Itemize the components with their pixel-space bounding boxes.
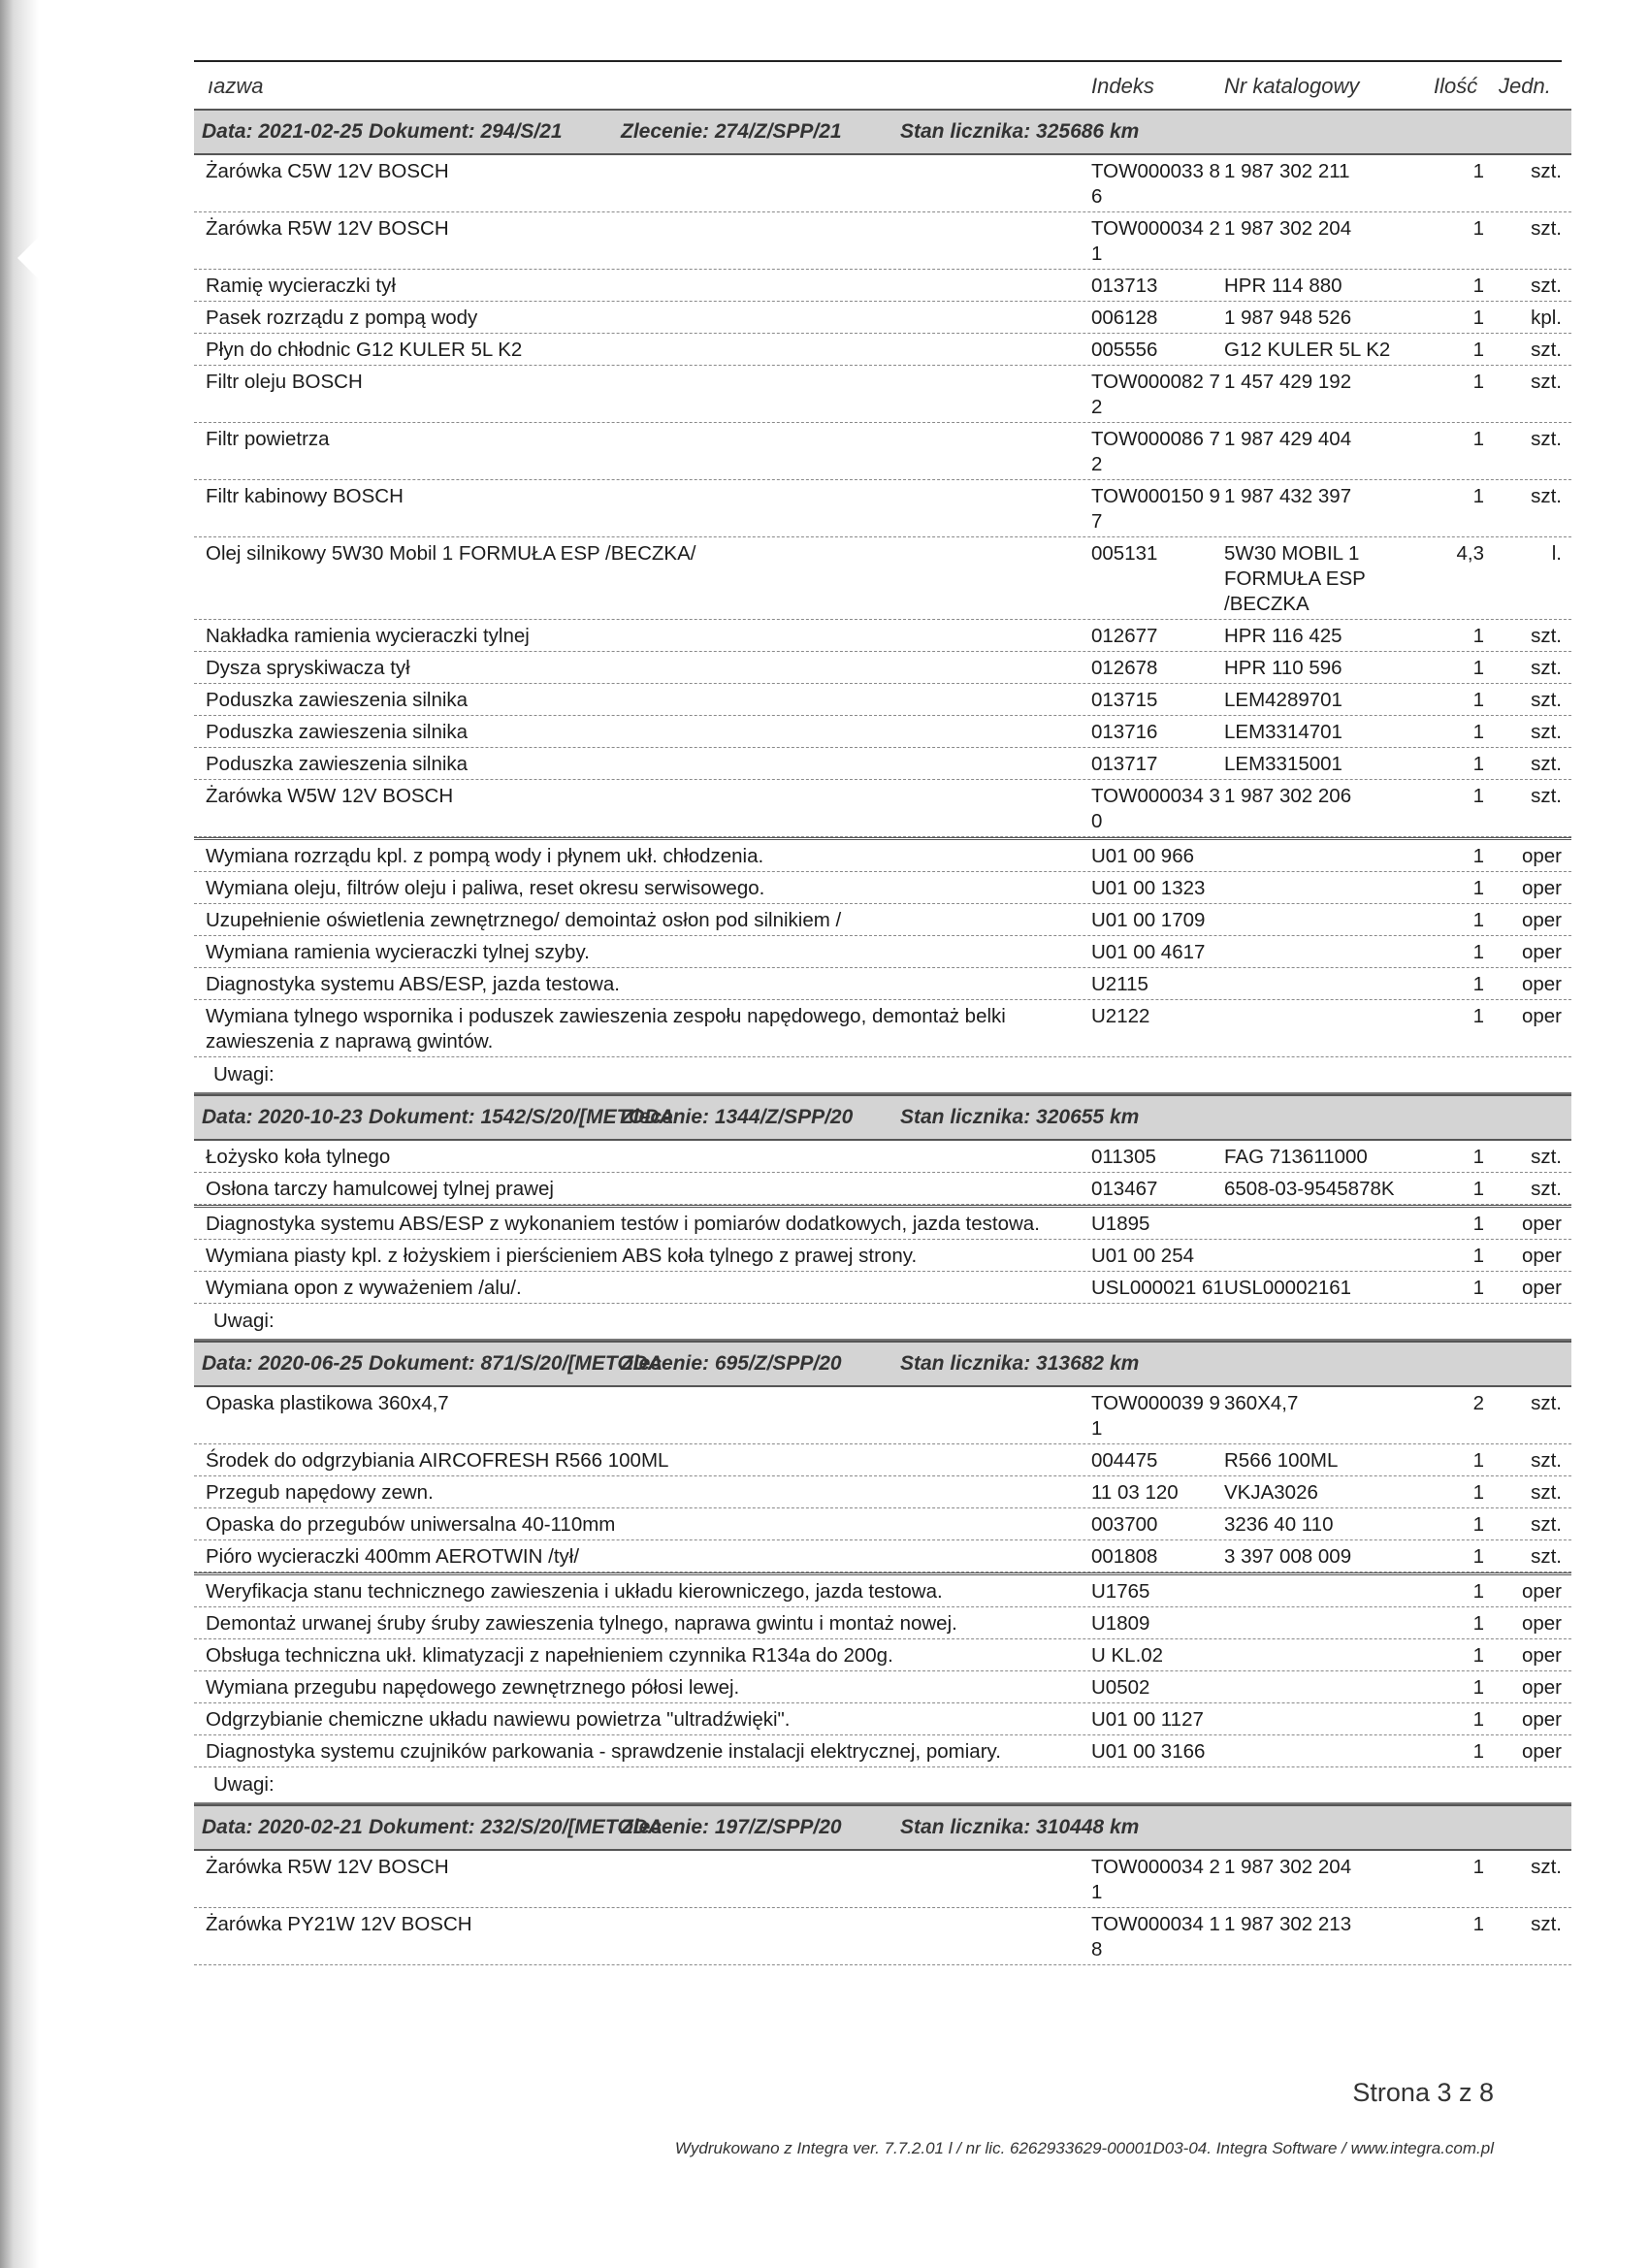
row-unit: szt. — [1531, 625, 1562, 647]
row-name: Żarówka R5W 12V BOSCH — [206, 217, 449, 240]
row-name: Pióro wycieraczki 400mm AEROTWIN /tył/ — [206, 1545, 580, 1568]
part-row — [194, 270, 1571, 302]
row-catalog: 1 987 948 526 — [1224, 307, 1352, 329]
row-catalog: 1 987 429 404 — [1224, 428, 1352, 450]
row-indeks: TOW000034 21 — [1091, 1856, 1220, 1903]
scan-shadow — [0, 0, 39, 2268]
document-header — [194, 1804, 1571, 1851]
row-name: Wymiana przegubu napędowego zewnętrznego półosi lewej. — [206, 1676, 740, 1699]
row-name: Żarówka W5W 12V BOSCH — [206, 785, 454, 807]
row-quantity: 1 — [1472, 1612, 1484, 1635]
row-quantity: 1 — [1472, 428, 1484, 450]
part-row — [194, 716, 1571, 748]
row-quantity: 1 — [1472, 625, 1484, 647]
row-catalog: 3236 40 110 — [1224, 1513, 1334, 1536]
row-unit: oper — [1521, 909, 1562, 931]
row-quantity: 1 — [1472, 307, 1484, 329]
row-unit: szt. — [1531, 1545, 1562, 1568]
row-indeks: TOW000034 30 — [1091, 785, 1220, 832]
row-name: Diagnostyka systemu ABS/ESP z wykonaniem testów i pomiarów dodatkowych, jazda testowa. — [206, 1213, 1040, 1235]
row-catalog: LEM4289701 — [1224, 689, 1342, 711]
row-name: Uzupełnienie oświetlenia zewnętrznego/ demointaż osłon pod silnikiem / — [206, 909, 842, 931]
row-quantity: 1 — [1472, 1005, 1484, 1027]
row-unit: szt. — [1531, 1913, 1562, 1935]
row-indeks: TOW000034 18 — [1091, 1913, 1220, 1960]
part-row — [194, 1908, 1571, 1965]
row-unit: szt. — [1531, 657, 1562, 679]
row-indeks: 001808 — [1091, 1545, 1158, 1568]
row-unit: szt. — [1531, 428, 1562, 450]
document-page — [194, 0, 1571, 2268]
row-quantity: 1 — [1472, 1580, 1484, 1603]
part-row — [194, 366, 1571, 423]
row-catalog: G12 KULER 5L K2 — [1224, 339, 1391, 361]
part-row — [194, 334, 1571, 366]
row-unit: oper — [1521, 1612, 1562, 1635]
row-indeks: 012678 — [1091, 657, 1158, 679]
row-catalog: 1 987 302 211 — [1224, 160, 1350, 182]
row-unit: szt. — [1531, 1856, 1562, 1878]
top-rule — [194, 60, 1562, 62]
row-indeks: 013717 — [1091, 753, 1158, 775]
row-indeks: U1765 — [1091, 1580, 1150, 1603]
row-catalog: 1 987 302 206 — [1224, 785, 1352, 807]
row-name: Wymiana tylnego wspornika i poduszek zawieszenia zespołu napędowego, demontaż belki zawieszenia z naprawą gwintów. — [206, 1005, 1006, 1053]
row-name: Filtr oleju BOSCH — [206, 371, 363, 393]
row-quantity: 1 — [1472, 339, 1484, 361]
document-section — [194, 1094, 1571, 1341]
row-unit: oper — [1521, 845, 1562, 867]
row-indeks: U01 00 3166 — [1091, 1740, 1206, 1763]
operation-row — [194, 1639, 1571, 1671]
row-quantity: 1 — [1472, 217, 1484, 240]
row-indeks: 004475 — [1091, 1449, 1158, 1472]
row-unit: oper — [1521, 1708, 1562, 1731]
row-name: Weryfikacja stanu technicznego zawieszenia i układu kierowniczego, jazda testowa. — [206, 1580, 943, 1603]
row-unit: szt. — [1531, 1513, 1562, 1536]
row-catalog: R566 100ML — [1224, 1449, 1339, 1472]
row-catalog: HPR 116 425 — [1224, 625, 1342, 647]
operation-row — [194, 1572, 1571, 1607]
row-unit: szt. — [1531, 1146, 1562, 1168]
row-indeks: U0502 — [1091, 1676, 1150, 1699]
row-unit: oper — [1521, 1740, 1562, 1763]
document-header — [194, 1094, 1571, 1141]
row-catalog: 1 987 302 213 — [1224, 1913, 1352, 1935]
operation-row — [194, 1703, 1571, 1735]
row-name: Łożysko koła tylnego — [206, 1146, 391, 1168]
row-unit: oper — [1521, 1277, 1562, 1299]
doc-odometer: Stan licznika: 310448 km — [900, 1816, 1140, 1838]
row-name: Środek do odgrzybiania AIRCOFRESH R566 100ML — [206, 1449, 669, 1472]
row-unit: oper — [1521, 1644, 1562, 1667]
row-quantity: 1 — [1472, 909, 1484, 931]
row-quantity: 1 — [1472, 785, 1484, 807]
row-name: Żarówka C5W 12V BOSCH — [206, 160, 449, 182]
doc-number: Dokument: 1542/S/20/[METODA — [369, 1106, 674, 1128]
col-nr-katalogowy: Nr katalogowy — [1224, 74, 1360, 98]
row-catalog: 1 457 429 192 — [1224, 371, 1352, 393]
document-header — [194, 109, 1571, 155]
doc-date: Data: 2021-02-25 — [202, 120, 363, 143]
row-quantity: 1 — [1472, 160, 1484, 182]
document-section — [194, 109, 1571, 1094]
row-quantity: 1 — [1472, 1708, 1484, 1731]
row-indeks: U1809 — [1091, 1612, 1150, 1635]
row-indeks: 005131 — [1091, 542, 1158, 565]
operation-row — [194, 1607, 1571, 1639]
row-catalog: VKJA3026 — [1224, 1481, 1318, 1504]
row-name: Przegub napędowy zewn. — [206, 1481, 434, 1504]
row-name: Pasek rozrządu z pompą wody — [206, 307, 478, 329]
row-name: Odgrzybianie chemiczne układu nawiewu powietrza "ultradźwięki". — [206, 1708, 791, 1731]
doc-number: Dokument: 871/S/20/[METODA — [369, 1352, 663, 1375]
document-section — [194, 1804, 1571, 1965]
row-catalog: 1 987 302 204 — [1224, 1856, 1352, 1878]
col-ilosc: Ilość — [1434, 74, 1478, 98]
row-name: Filtr powietrza — [206, 428, 330, 450]
part-row — [194, 1851, 1571, 1908]
row-unit: szt. — [1531, 160, 1562, 182]
row-name: Wymiana opon z wyważeniem /alu/. — [206, 1277, 522, 1299]
row-quantity: 1 — [1472, 1676, 1484, 1699]
part-row — [194, 684, 1571, 716]
row-catalog: 3 397 008 009 — [1224, 1545, 1352, 1568]
row-name: Opaska do przegubów uniwersalna 40-110mm — [206, 1513, 616, 1536]
operation-row — [194, 968, 1571, 1000]
doc-odometer: Stan licznika: 320655 km — [900, 1106, 1140, 1128]
row-indeks: 012677 — [1091, 625, 1158, 647]
row-quantity: 1 — [1472, 1213, 1484, 1235]
row-indeks: 013713 — [1091, 275, 1158, 297]
part-row — [194, 1476, 1571, 1508]
row-catalog: HPR 110 596 — [1224, 657, 1342, 679]
row-unit: oper — [1521, 973, 1562, 995]
row-quantity: 1 — [1472, 371, 1484, 393]
row-catalog: HPR 114 880 — [1224, 275, 1342, 297]
row-indeks: U01 00 1709 — [1091, 909, 1206, 931]
row-quantity: 1 — [1472, 689, 1484, 711]
document-header — [194, 1341, 1571, 1387]
row-name: Żarówka PY21W 12V BOSCH — [206, 1913, 472, 1935]
document-section — [194, 1341, 1571, 1804]
row-quantity: 1 — [1472, 485, 1484, 507]
row-quantity: 1 — [1472, 1146, 1484, 1168]
doc-odometer: Stan licznika: 325686 km — [900, 120, 1140, 143]
row-unit: szt. — [1531, 721, 1562, 743]
row-unit: kpl. — [1531, 307, 1562, 329]
row-name: Demontaż urwanej śruby śruby zawieszenia tylnego, naprawa gwintu i montaż nowej. — [206, 1612, 957, 1635]
row-name: Obsługa techniczna ukł. klimatyzacji z napełnieniem czynnika R134a do 200g. — [206, 1644, 893, 1667]
row-catalog: USL00002161 — [1224, 1277, 1352, 1299]
operation-row — [194, 1735, 1571, 1767]
row-unit: szt. — [1531, 1178, 1562, 1200]
part-row — [194, 780, 1571, 837]
doc-number: Dokument: 294/S/21 — [369, 120, 563, 143]
operation-row — [194, 1205, 1571, 1240]
row-indeks: 013716 — [1091, 721, 1158, 743]
row-unit: szt. — [1531, 485, 1562, 507]
part-row — [194, 1173, 1571, 1205]
part-row — [194, 1444, 1571, 1476]
row-unit: oper — [1521, 1580, 1562, 1603]
row-unit: szt. — [1531, 689, 1562, 711]
part-row — [194, 1508, 1571, 1540]
row-unit: oper — [1521, 941, 1562, 963]
row-quantity: 1 — [1472, 877, 1484, 899]
row-quantity: 1 — [1472, 1513, 1484, 1536]
row-indeks: U01 00 254 — [1091, 1245, 1195, 1267]
part-row — [194, 1387, 1571, 1444]
row-quantity: 1 — [1472, 657, 1484, 679]
row-indeks: 013467 — [1091, 1178, 1158, 1200]
row-quantity: 1 — [1472, 941, 1484, 963]
row-indeks: 11 03 120 — [1091, 1481, 1179, 1504]
row-indeks: TOW000033 86 — [1091, 160, 1220, 208]
row-unit: szt. — [1531, 275, 1562, 297]
doc-odometer: Stan licznika: 313682 km — [900, 1352, 1140, 1375]
row-catalog: 5W30 MOBIL 1 FORMUŁA ESP /BECZKA — [1224, 542, 1366, 615]
row-name: Poduszka zawieszenia silnika — [206, 689, 469, 711]
row-unit: szt. — [1531, 217, 1562, 240]
row-indeks: U01 00 966 — [1091, 845, 1195, 867]
row-catalog: 6508-03-9545878K — [1224, 1178, 1395, 1200]
row-name: Olej silnikowy 5W30 Mobil 1 FORMUŁA ESP /BECZKA/ — [206, 542, 696, 565]
row-unit: oper — [1521, 1245, 1562, 1267]
operation-row — [194, 936, 1571, 968]
documents-list — [194, 109, 1571, 1965]
row-quantity: 1 — [1472, 1245, 1484, 1267]
row-name: Wymiana oleju, filtrów oleju i paliwa, reset okresu serwisowego. — [206, 877, 765, 899]
row-quantity: 1 — [1472, 973, 1484, 995]
row-name: Diagnostyka systemu czujników parkowania - sprawdzenie instalacji elektrycznej, pomiary. — [206, 1740, 1001, 1763]
row-quantity: 1 — [1472, 721, 1484, 743]
row-catalog: 1 987 302 204 — [1224, 217, 1352, 240]
operation-row — [194, 1000, 1571, 1057]
row-name: Poduszka zawieszenia silnika — [206, 721, 469, 743]
row-name: Wymiana piasty kpl. z łożyskiem i pierścieniem ABS koła tylnego z prawej strony. — [206, 1245, 918, 1267]
row-indeks: TOW000082 72 — [1091, 371, 1220, 418]
row-unit: oper — [1521, 1676, 1562, 1699]
row-catalog: 360X4,7 — [1224, 1392, 1299, 1414]
row-unit: szt. — [1531, 1392, 1562, 1414]
row-name: Płyn do chłodnic G12 KULER 5L K2 — [206, 339, 523, 361]
row-quantity: 1 — [1472, 1545, 1484, 1568]
row-indeks: U01 00 4617 — [1091, 941, 1206, 963]
row-name: Poduszka zawieszenia silnika — [206, 753, 469, 775]
operation-row — [194, 872, 1571, 904]
row-name: Dysza spryskiwacza tył — [206, 657, 410, 679]
row-name: Osłona tarczy hamulcowej tylnej prawej — [206, 1178, 554, 1200]
row-name: Żarówka R5W 12V BOSCH — [206, 1856, 449, 1878]
row-unit: l. — [1551, 542, 1562, 565]
col-jedn: Jedn. — [1499, 74, 1551, 98]
row-quantity: 1 — [1472, 845, 1484, 867]
remarks-label: Uwagi: — [194, 1057, 1571, 1094]
part-row — [194, 537, 1571, 620]
row-quantity: 1 — [1472, 1644, 1484, 1667]
row-indeks: U2122 — [1091, 1005, 1150, 1027]
row-indeks: 011305 — [1091, 1146, 1156, 1168]
part-row — [194, 423, 1571, 480]
row-indeks: 013715 — [1091, 689, 1158, 711]
operation-row — [194, 1272, 1571, 1304]
part-row — [194, 212, 1571, 270]
col-indeks: Indeks — [1091, 74, 1154, 98]
row-catalog: FAG 713611000 — [1224, 1146, 1368, 1168]
row-quantity: 1 — [1472, 1277, 1484, 1299]
part-row — [194, 302, 1571, 334]
remarks-label: Uwagi: — [194, 1767, 1571, 1804]
remarks-label: Uwagi: — [194, 1304, 1571, 1341]
doc-order: Zlecenie: 274/Z/SPP/21 — [621, 120, 842, 143]
row-indeks: U01 00 1127 — [1091, 1708, 1204, 1731]
row-name: Ramię wycieraczki tył — [206, 275, 396, 297]
operation-row — [194, 837, 1571, 872]
row-indeks: TOW000150 97 — [1091, 485, 1220, 533]
doc-date: Data: 2020-10-23 — [202, 1106, 363, 1128]
row-quantity: 1 — [1472, 1913, 1484, 1935]
part-row — [194, 480, 1571, 537]
row-name: Wymiana rozrządu kpl. z pompą wody i płynem ukł. chłodzenia. — [206, 845, 764, 867]
row-indeks: TOW000086 72 — [1091, 428, 1220, 475]
row-name: Opaska plastikowa 360x4,7 — [206, 1392, 449, 1414]
row-indeks: U1895 — [1091, 1213, 1150, 1235]
doc-date: Data: 2020-02-21 — [202, 1816, 363, 1838]
row-indeks: TOW000034 21 — [1091, 217, 1220, 265]
part-row — [194, 1540, 1571, 1572]
printed-by: Wydrukowano z Integra ver. 7.7.2.01 l / nr lic. 6262933629-00001D03-04. Integra Software / www.integra.com.pl — [674, 2139, 1494, 2157]
row-quantity: 1 — [1472, 1449, 1484, 1472]
row-indeks: 005556 — [1091, 339, 1158, 361]
part-row — [194, 1141, 1571, 1173]
page-number: Strona 3 z 8 — [1352, 2078, 1494, 2107]
row-indeks: 003700 — [1091, 1513, 1158, 1536]
row-catalog: LEM3314701 — [1224, 721, 1342, 743]
row-quantity: 1 — [1472, 753, 1484, 775]
doc-date: Data: 2020-06-25 — [202, 1352, 363, 1375]
row-name: Wymiana ramienia wycieraczki tylnej szyby. — [206, 941, 590, 963]
doc-order: Zlecenie: 197/Z/SPP/20 — [621, 1816, 842, 1838]
row-unit: oper — [1521, 1213, 1562, 1235]
row-unit: szt. — [1531, 339, 1562, 361]
row-name: Nakładka ramienia wycieraczki tylnej — [206, 625, 530, 647]
scan-artifact — [17, 233, 43, 283]
row-unit: szt. — [1531, 1481, 1562, 1504]
part-row — [194, 155, 1571, 212]
row-unit: szt. — [1531, 753, 1562, 775]
row-quantity: 1 — [1472, 275, 1484, 297]
row-indeks: USL000021 61 — [1091, 1277, 1224, 1299]
row-unit: szt. — [1531, 785, 1562, 807]
doc-order: Zlecenie: 1344/Z/SPP/20 — [621, 1106, 854, 1128]
row-quantity: 1 — [1472, 1178, 1484, 1200]
row-quantity: 1 — [1472, 1481, 1484, 1504]
row-name: Filtr kabinowy BOSCH — [206, 485, 404, 507]
row-indeks: U KL.02 — [1091, 1644, 1164, 1667]
doc-order: Zlecenie: 695/Z/SPP/20 — [621, 1352, 842, 1375]
row-unit: szt. — [1531, 1449, 1562, 1472]
row-unit: szt. — [1531, 371, 1562, 393]
row-indeks: TOW000039 91 — [1091, 1392, 1220, 1440]
row-catalog: LEM3315001 — [1224, 753, 1342, 775]
column-headers — [194, 70, 1571, 103]
row-quantity: 2 — [1472, 1392, 1484, 1414]
operation-row — [194, 1671, 1571, 1703]
operation-row — [194, 1240, 1571, 1272]
row-unit: oper — [1521, 877, 1562, 899]
row-quantity: 1 — [1472, 1856, 1484, 1878]
part-row — [194, 620, 1571, 652]
col-name: ıazwa — [208, 74, 264, 98]
row-quantity: 1 — [1472, 1740, 1484, 1763]
part-row — [194, 652, 1571, 684]
row-indeks: U01 00 1323 — [1091, 877, 1206, 899]
row-name: Diagnostyka systemu ABS/ESP, jazda testowa. — [206, 973, 620, 995]
row-catalog: 1 987 432 397 — [1224, 485, 1352, 507]
operation-row — [194, 904, 1571, 936]
doc-number: Dokument: 232/S/20/[METODA — [369, 1816, 663, 1838]
row-indeks: 006128 — [1091, 307, 1158, 329]
row-unit: oper — [1521, 1005, 1562, 1027]
row-quantity: 4,3 — [1456, 542, 1484, 565]
part-row — [194, 748, 1571, 780]
row-indeks: U2115 — [1091, 973, 1148, 995]
